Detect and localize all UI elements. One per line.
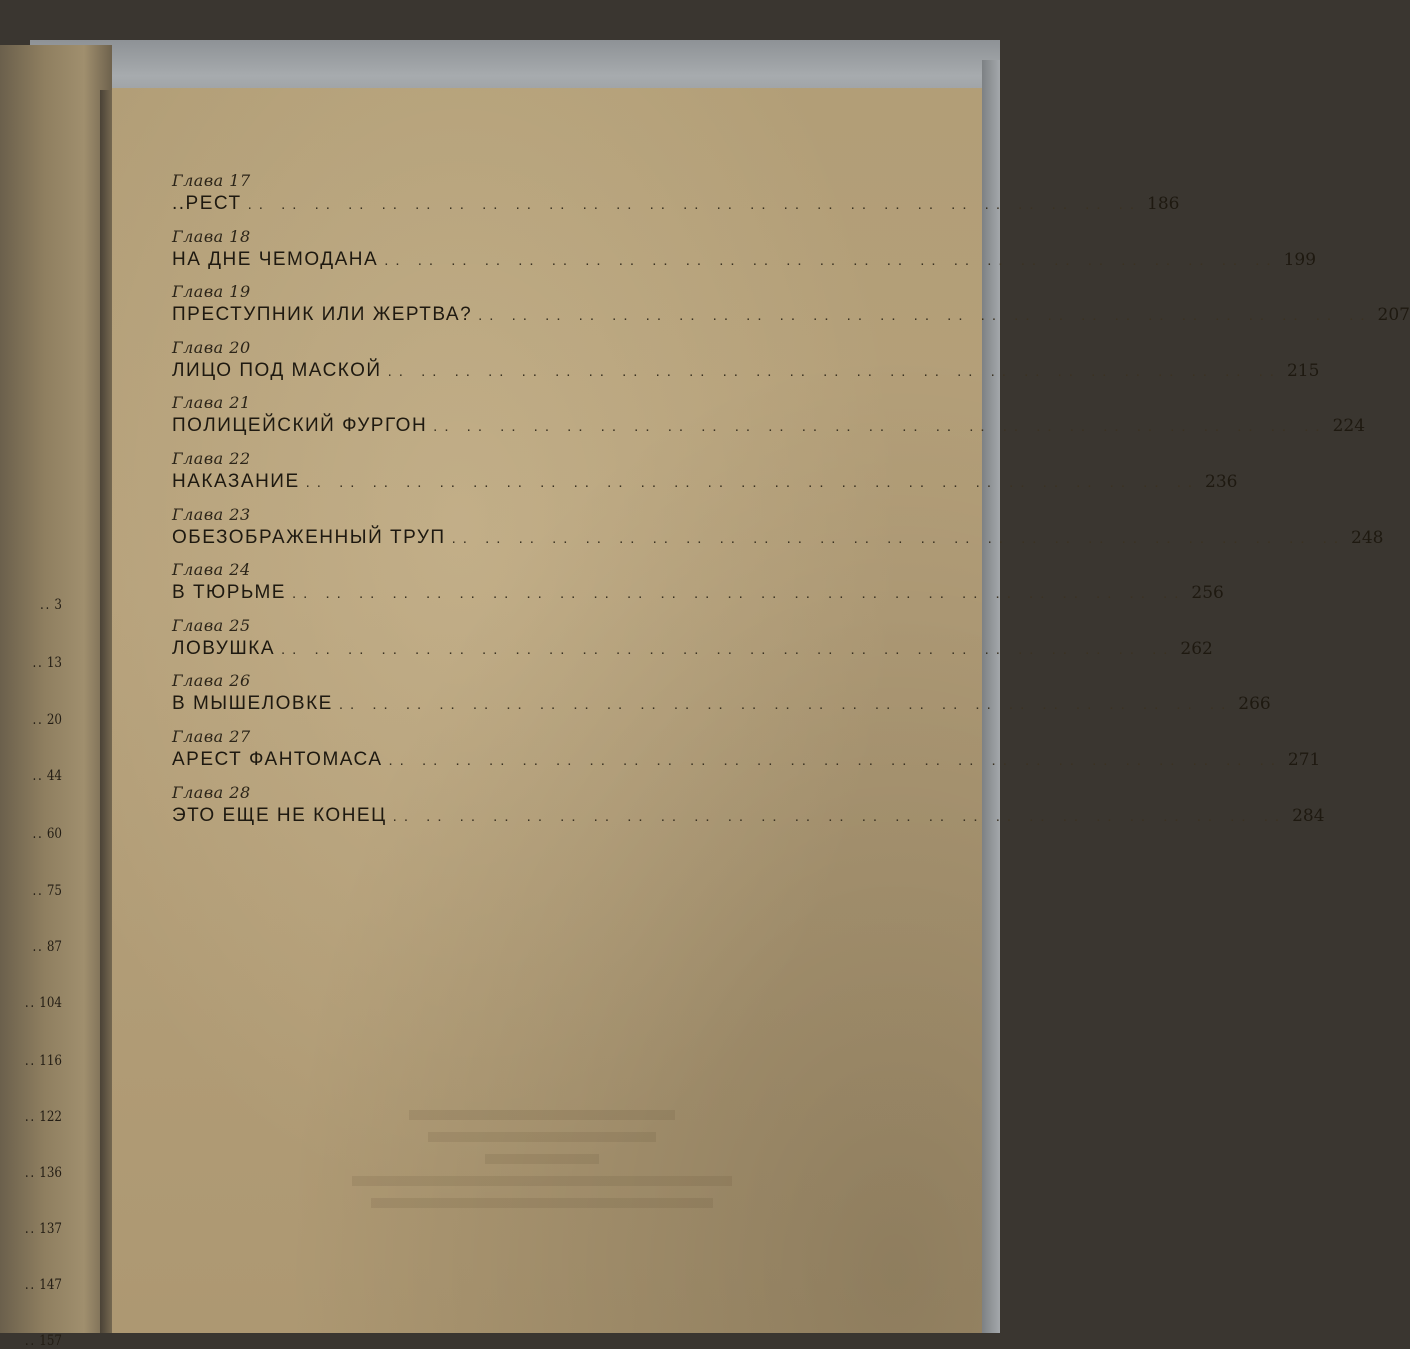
left-page-number: .. 147 — [24, 1277, 62, 1293]
chapter-number: Глава 18 — [172, 226, 251, 246]
page-number: 199 — [1283, 249, 1317, 270]
chapter-number: Глава 25 — [172, 615, 251, 635]
left-page-number: .. 3 — [40, 597, 62, 613]
left-page-number: .. 87 — [32, 939, 62, 955]
chapter-number: Глава 21 — [172, 393, 251, 413]
chapter-number: Глава 20 — [172, 337, 251, 357]
dot-leader: .. .. .. .. .. .. .. .. .. .. .. .. .. .. .. .. .. .. .. .. .. .. .. .. .. .. .. — [384, 251, 1278, 269]
left-page-number: .. 116 — [24, 1053, 62, 1069]
dot-leader: .. .. .. .. .. .. .. .. .. .. .. .. .. .. .. .. .. .. .. .. .. .. .. .. .. .. .. — [388, 751, 1282, 769]
left-page-number: .. 60 — [32, 826, 62, 842]
dot-leader: .. .. .. .. .. .. .. .. .. .. .. .. .. .. .. .. .. .. .. .. .. .. .. .. .. .. .. — [338, 696, 1233, 714]
page-number: 224 — [1332, 416, 1366, 437]
toc-entry — [172, 671, 1271, 728]
dot-leader: .. .. .. .. .. .. .. .. .. .. .. .. .. .. .. .. .. .. .. .. .. .. .. .. .. .. .. — [451, 529, 1345, 547]
toc-entry — [172, 615, 1213, 673]
toc-entry — [172, 282, 1410, 339]
chapter-title: НА ДНЕ ЧЕМОДАНА — [172, 248, 379, 270]
chapter-number: Глава 22 — [172, 448, 251, 468]
chapter-title: ПОЛИЦЕЙСКИЙ ФУРГОН — [172, 415, 428, 437]
toc-entry — [172, 171, 1180, 228]
toc-entry — [172, 337, 1320, 395]
page-number: 186 — [1147, 194, 1180, 214]
chapter-title: ОБЕЗОБРАЖЕННЫЙ ТРУП — [172, 526, 446, 548]
toc-entry — [172, 504, 1384, 562]
chapter-number: Глава 28 — [172, 782, 251, 802]
toc-entry — [172, 726, 1321, 784]
chapter-number: Глава 19 — [172, 282, 251, 302]
page-number: 207 — [1377, 305, 1410, 326]
page-number: 262 — [1180, 638, 1213, 659]
page-number: 266 — [1238, 694, 1271, 715]
chapter-title: ЛИЦО ПОД МАСКОЙ — [172, 359, 382, 381]
chapter-number: Глава 27 — [172, 726, 251, 746]
table-of-contents — [172, 171, 1410, 839]
chapter-title: В МЫШЕЛОВКЕ — [172, 693, 333, 715]
chapter-title: ПРЕСТУПНИК ИЛИ ЖЕРТВА? — [172, 304, 473, 326]
left-page-number: .. 157 — [24, 1333, 62, 1349]
page-number: 271 — [1287, 749, 1321, 770]
chapter-number: Глава 24 — [172, 560, 251, 580]
page-number: 284 — [1292, 805, 1325, 826]
right-page — [112, 88, 1410, 1333]
chapter-number: Глава 17 — [172, 171, 251, 190]
dot-leader: .. .. .. .. .. .. .. .. .. .. .. .. .. .. .. .. .. .. .. .. .. .. .. .. .. .. .. — [291, 585, 1186, 603]
chapter-title: АРЕСТ ФАНТОМАСА — [172, 748, 383, 770]
page-number: 256 — [1191, 583, 1224, 604]
dot-leader: .. .. .. .. .. .. .. .. .. .. .. .. .. .. .. .. .. .. .. .. .. .. .. .. .. .. .. — [392, 807, 1287, 825]
dot-leader: .. .. .. .. .. .. .. .. .. .. .. .. .. .. .. .. .. .. .. .. .. .. .. .. .. .. .. — [305, 473, 1200, 491]
chapter-number: Глава 26 — [172, 671, 251, 691]
chapter-number: Глава 23 — [172, 504, 251, 524]
chapter-title: НАКАЗАНИЕ — [172, 470, 300, 492]
page-number: 236 — [1205, 471, 1238, 492]
left-page-number: .. 13 — [32, 655, 62, 671]
left-page-number: .. 44 — [32, 768, 62, 784]
left-page-number: .. 75 — [32, 883, 62, 899]
chapter-title: ЭТО ЕЩЕ НЕ КОНЕЦ — [172, 804, 387, 826]
left-page-number: .. 136 — [24, 1165, 62, 1181]
toc-entry — [172, 448, 1238, 506]
dot-leader: .. .. .. .. .. .. .. .. .. .. .. .. .. .. .. .. .. .. .. .. .. .. .. .. .. .. .. — [478, 307, 1372, 325]
dot-leader: .. .. .. .. .. .. .. .. .. .. .. .. .. .. .. .. .. .. .. .. .. .. .. .. .. .. .. — [433, 418, 1327, 436]
chapter-title: ЛОВУШКА — [172, 637, 276, 659]
left-page-number: .. 122 — [24, 1109, 62, 1125]
dot-leader: .. .. .. .. .. .. .. .. .. .. .. .. .. .. .. .. .. .. .. .. .. .. .. .. .. .. .. — [387, 362, 1281, 380]
left-page-number: .. 20 — [32, 712, 62, 728]
faded-imprint-text — [352, 1098, 732, 1220]
page-number: 215 — [1286, 360, 1320, 381]
toc-entry — [172, 560, 1224, 617]
dot-leader: .. .. .. .. .. .. .. .. .. .. .. .. .. .. .. .. .. .. .. .. .. .. .. .. .. .. .. — [247, 196, 1142, 213]
toc-entry — [172, 393, 1366, 450]
toc-entry — [172, 226, 1317, 284]
chapter-title: В ТЮРЬМЕ — [172, 582, 286, 604]
chapter-title: ..РЕСТ — [172, 193, 242, 214]
left-page — [0, 45, 112, 1349]
left-page-number: .. 104 — [24, 995, 62, 1011]
page-number: 248 — [1351, 527, 1384, 548]
left-page-number: .. 137 — [24, 1221, 62, 1237]
dot-leader: .. .. .. .. .. .. .. .. .. .. .. .. .. .. .. .. .. .. .. .. .. .. .. .. .. .. .. — [281, 640, 1175, 658]
toc-entry — [172, 782, 1325, 840]
